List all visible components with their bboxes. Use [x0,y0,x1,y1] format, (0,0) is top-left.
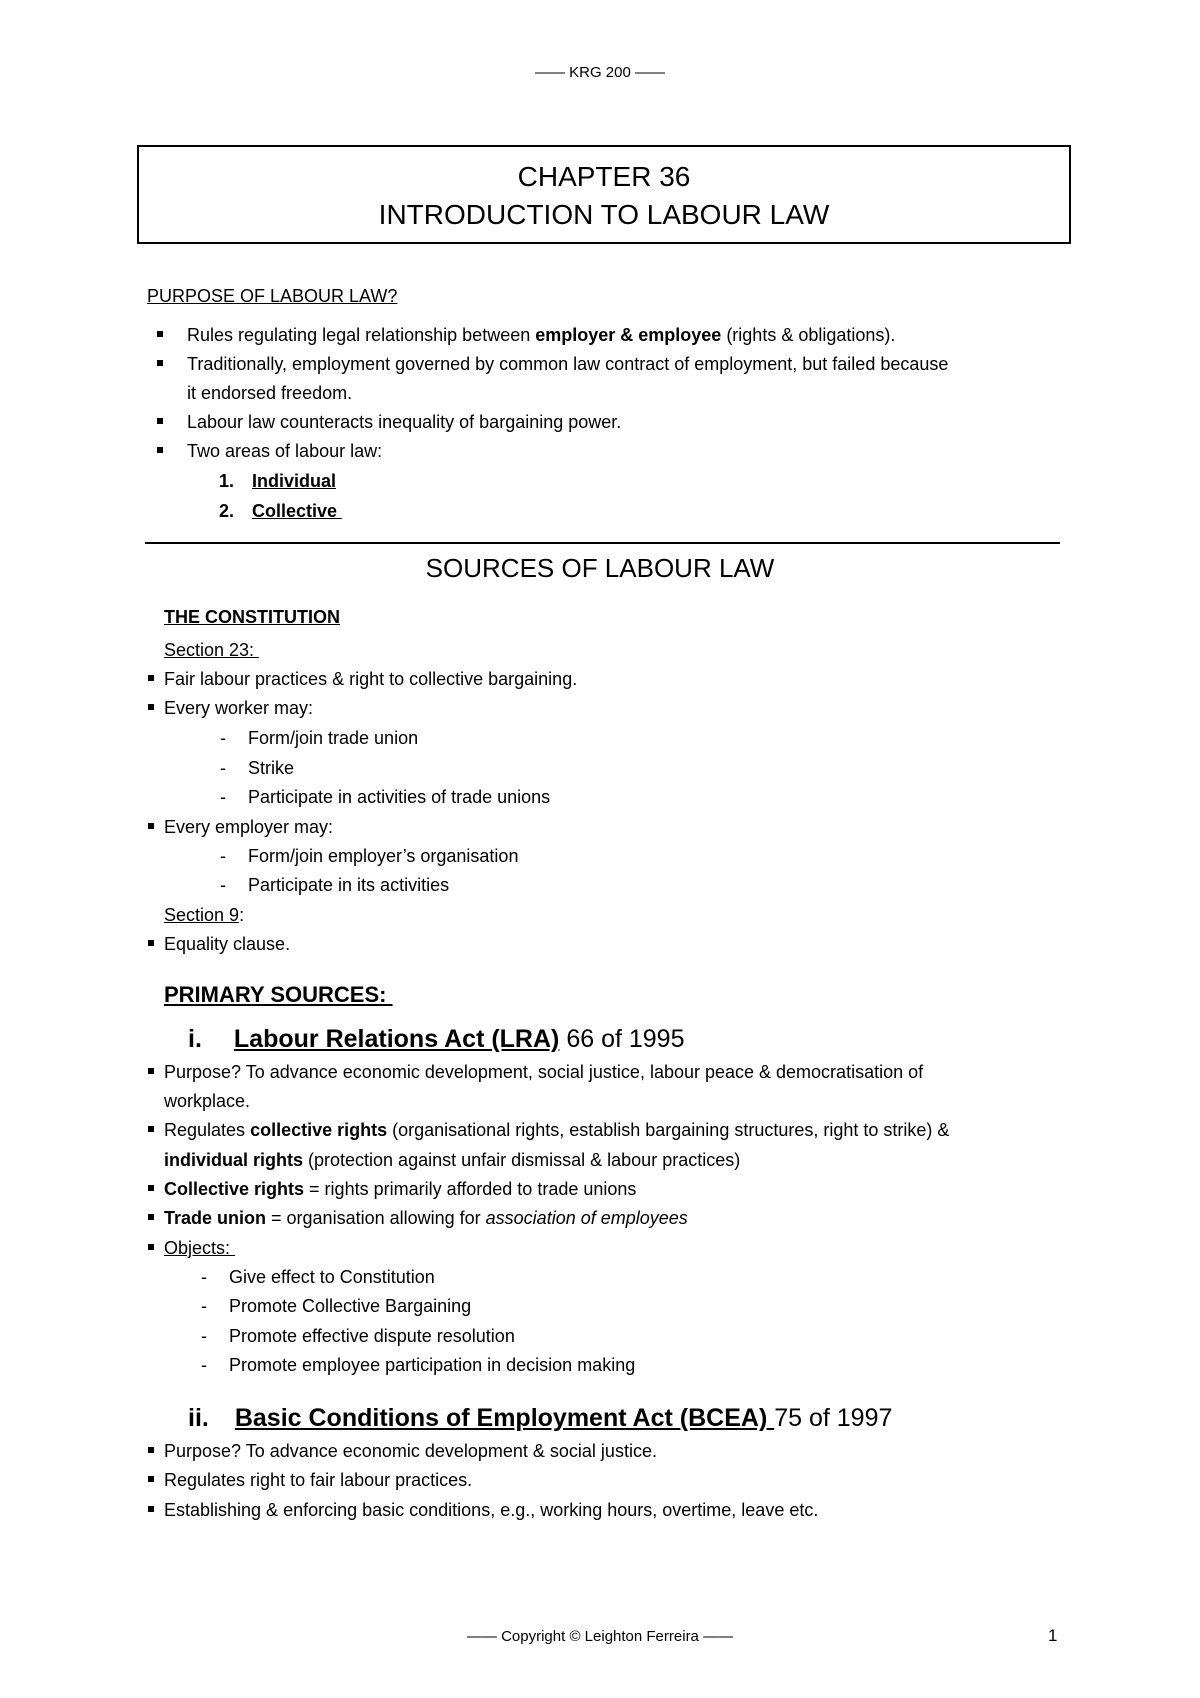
purpose-bullet-4: Two areas of labour law: [157,438,382,464]
purpose-heading: PURPOSE OF LABOUR LAW? [147,286,398,306]
section-9-label: Section 9: [164,905,245,925]
square-bullet-icon [157,360,163,366]
square-bullet-icon [157,418,163,424]
bcea-bullet-3: Establishing & enforcing basic conditions, e.g., working hours, overtime, leave etc. [148,1497,818,1523]
square-bullet-icon [157,331,163,337]
page-footer: —— Copyright © Leighton Ferreira —— [466,1628,734,1645]
purpose-bullet-3: Labour law counteracts inequality of bargaining power. [157,409,621,435]
lra-object-4: - Promote employee participation in decision making [201,1355,636,1375]
bcea-bullet-1: Purpose? To advance economic development & social justice. [148,1438,657,1464]
primary-sources-heading: PRIMARY SOURCES: [164,982,393,1007]
square-bullet-icon [148,823,154,829]
constitution-bullet-4: Equality clause. [148,931,290,957]
sources-heading: SOURCES OF LABOUR LAW [425,553,775,583]
bcea-heading: ii. Basic Conditions of Employment Act (BCEA) 75 of 1997 [188,1404,893,1432]
worker-right-3: - Participate in activities of trade unions [220,787,551,807]
section-divider [145,542,1060,544]
lra-object-3: - Promote effective dispute resolution [201,1326,515,1346]
square-bullet-icon [148,1126,154,1132]
square-bullet-icon [157,447,163,453]
lra-object-2: - Promote Collective Bargaining [201,1296,472,1316]
section-23-label: Section 23: [164,640,255,660]
lra-bullet-2: Regulates collective rights (organisational rights, establish bargaining structures, right to strike) & [148,1117,949,1143]
lra-bullet-1-cont: workplace. [164,1091,251,1111]
lra-bullet-5: Objects: [148,1235,235,1261]
worker-right-1: - Form/join trade union [220,728,419,748]
numbered-item-2: 2. Collective [219,501,343,521]
lra-object-1: - Give effect to Constitution [201,1267,435,1287]
chapter-title-box [137,145,1071,244]
square-bullet-icon [148,1506,154,1512]
constitution-heading: THE CONSTITUTION [164,607,340,627]
chapter-title: INTRODUCTION TO LABOUR LAW [378,199,830,230]
chapter-number: CHAPTER 36 [517,161,691,192]
employer-right-1: - Form/join employer’s organisation [220,846,519,866]
square-bullet-icon [148,940,154,946]
square-bullet-icon [148,704,154,710]
worker-right-2: - Strike [220,758,295,778]
square-bullet-icon [148,1476,154,1482]
purpose-bullet-1: Rules regulating legal relationship between employer & employee (rights & obligations). [157,322,895,348]
page-header: —— KRG 200 —— [534,64,666,81]
square-bullet-icon [148,1244,154,1250]
lra-bullet-3: Collective rights = rights primarily afforded to trade unions [148,1176,636,1202]
page-number: 1 [1048,1626,1058,1645]
square-bullet-icon [148,1068,154,1074]
square-bullet-icon [148,1185,154,1191]
square-bullet-icon [148,1447,154,1453]
purpose-bullet-2: Traditionally, employment governed by common law contract of employment, but failed because [157,351,948,377]
constitution-bullet-3: Every employer may: [148,814,333,840]
square-bullet-icon [148,1214,154,1220]
employer-right-2: - Participate in its activities [220,875,450,895]
lra-bullet-1: Purpose? To advance economic development, social justice, labour peace & democratisation of [148,1059,923,1085]
lra-bullet-2-cont: individual rights (protection against unfair dismissal & labour practices) [164,1150,741,1170]
constitution-bullet-2: Every worker may: [148,695,313,721]
constitution-bullet-1: Fair labour practices & right to collective bargaining. [148,666,577,692]
bcea-bullet-2: Regulates right to fair labour practices. [148,1467,472,1493]
lra-heading: i. Labour Relations Act (LRA) 66 of 1995 [188,1025,685,1053]
numbered-item-1: 1. Individual [219,471,337,491]
lra-bullet-4: Trade union = organisation allowing for association of employees [148,1205,688,1231]
square-bullet-icon [148,675,154,681]
purpose-bullet-2-cont: it endorsed freedom. [187,383,353,403]
